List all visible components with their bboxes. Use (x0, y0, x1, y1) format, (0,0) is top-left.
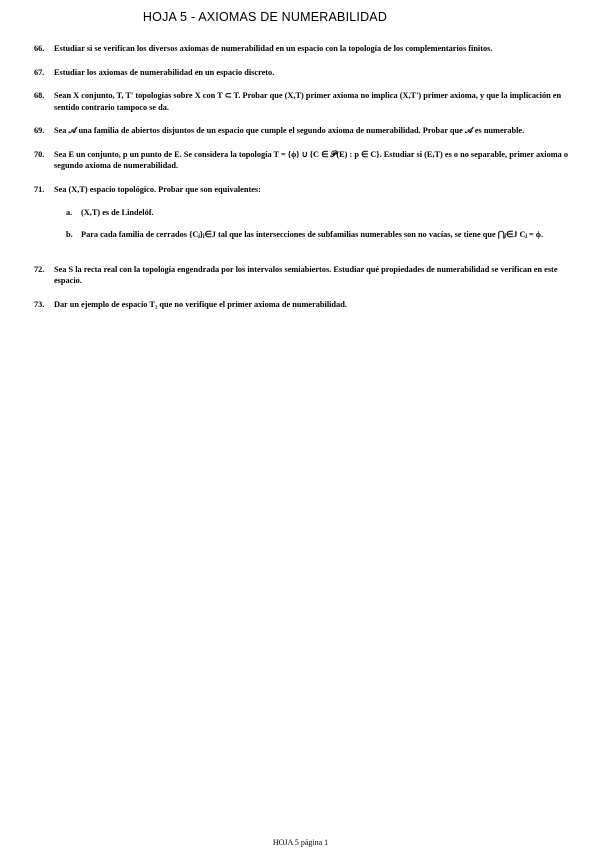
problem-text: Sean X conjunto, T, T' topologías sobre X con T ⊂ T. Probar que (X,T) primer axioma no implica (X,T') primer axioma, y que la implicación en sentido contrario tampoco se da. (54, 91, 562, 112)
problem-text: Sea 𝒜 una familia de abiertos disjuntos de un espacio que cumple el segundo axioma de numerabilidad. Probar que 𝒜 es numerable. (54, 126, 525, 136)
problem-item (34, 264, 579, 286)
problem-item (34, 90, 579, 112)
problem-text: Estudiar si se verifican los diversos axiomas de numerabilidad en un espacio con la topología de los complementarios finitos. (54, 44, 493, 53)
problem-text: Sea S la recta real con la topología engendrada por los intervalos semiabiertos. Estudiar qué propiedades de numerabilidad se verifican en este espacio. (54, 265, 558, 286)
problem-content (54, 184, 579, 252)
problem-text: Sea (X,T) espacio topológico. Probar que son equivalentes: (54, 184, 261, 194)
problem-number: 68. (34, 91, 45, 101)
problem-number: 69. (34, 126, 45, 136)
problem-number: 70. (34, 150, 45, 160)
problem-item (34, 125, 579, 136)
problem-item (34, 184, 579, 252)
page-title: HOJA 5 - AXIOMAS DE NUMERABILIDAD (142, 10, 388, 24)
problem-item (34, 149, 579, 171)
problem-number: 73. (34, 299, 45, 309)
problem-number: 72. (34, 265, 45, 275)
problem-item (34, 299, 579, 310)
problem-text: Estudiar los axiomas de numerabilidad en un espacio discreto. (54, 67, 275, 77)
subitem-letter: b. (66, 230, 73, 240)
problem-text: Dar un ejemplo de espacio T₂ que no verifique el primer axioma de numerabilidad. (54, 299, 347, 309)
problem-item (34, 43, 579, 54)
subitem-text: Para cada familia de cerrados {Cⱼ}ⱼ∈J tal que las intersecciones de subfamilias numerables son no vacías, se tiene que ⋂ⱼ∈J Cⱼ = ϕ. (81, 230, 544, 240)
problem-list (34, 43, 579, 323)
problem-number: 71. (34, 184, 45, 194)
problem-number: 66. (34, 44, 45, 53)
page-footer: HOJA 5 página 1 (272, 838, 329, 847)
subitem (66, 207, 579, 218)
subitem-list (66, 207, 579, 240)
problem-number: 67. (34, 67, 45, 77)
subitem-text: (X,T) es de Lindelöf. (81, 208, 154, 218)
problem-item (34, 67, 579, 78)
subitem-letter: a. (66, 208, 73, 218)
subitem (66, 229, 579, 240)
problem-text: Sea E un conjunto, p un punto de E. Se considera la topología T = {ϕ} ∪ {C ∈ 𝒫(E) : p ∈ C}. Estudiar si (E,T) es o no separable, primer axioma o segundo axioma de numerabilidad. (54, 150, 569, 171)
